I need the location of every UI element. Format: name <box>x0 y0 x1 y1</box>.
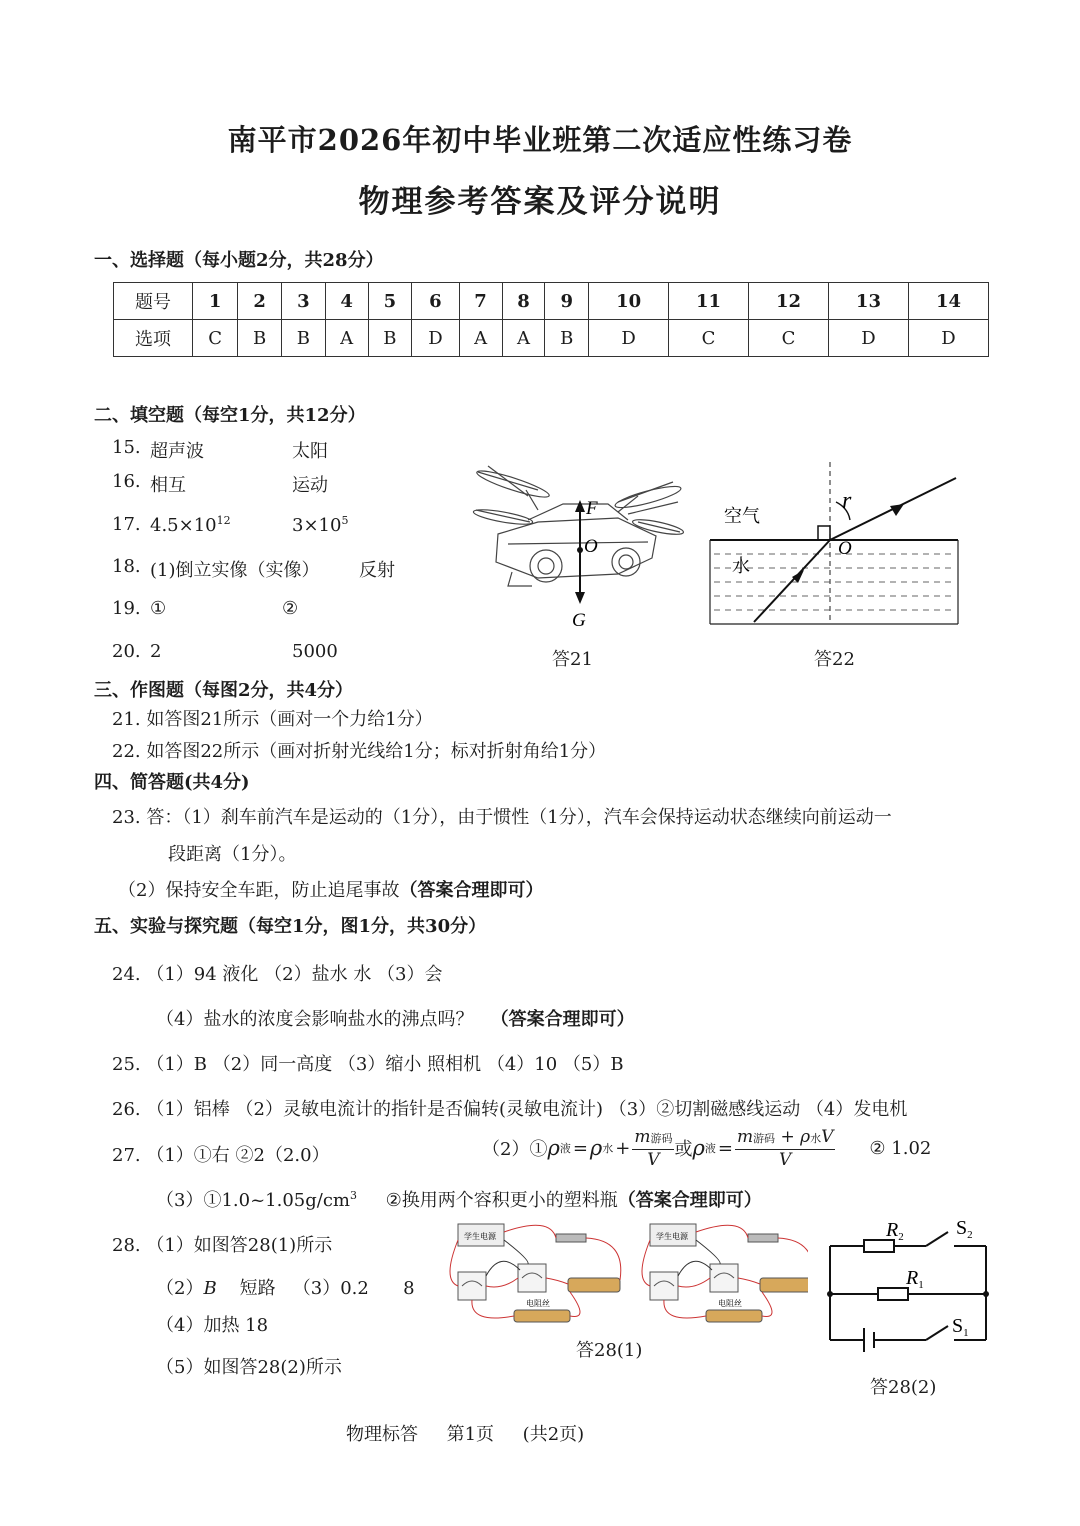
answer-cell: A <box>325 320 368 357</box>
q18-answer-a: (1)倒立实像（实像） <box>150 560 320 581</box>
question-number-cell: 9 <box>545 283 589 320</box>
q24-line-2: （4）盐水的浓度会影响盐水的沸点吗？ （答案合理即可） <box>156 1009 635 1030</box>
answer-cell: B <box>545 320 589 357</box>
section-heading-drawing: 三、作图题（每图2分，共4分） <box>94 680 354 701</box>
q27-note: （答案合理即可） <box>617 1190 762 1211</box>
section-heading-experiment: 五、实验与探究题（每空1分，图1分，共30分） <box>94 916 487 937</box>
question-number-cell: 6 <box>412 283 459 320</box>
answer-cell: B <box>238 320 282 357</box>
choice-answer-table <box>113 282 989 357</box>
answer-cell: B <box>282 320 326 357</box>
water-label: 水 <box>732 556 750 577</box>
q18-number: 18. <box>112 556 141 577</box>
q24-note: （答案合理即可） <box>490 1009 635 1030</box>
answer-cell: B <box>368 320 412 357</box>
point-o-label: O <box>584 536 598 557</box>
q24-line-1: 24. （1）94 液化 （2）盐水 水 （3）会 <box>112 964 443 985</box>
q28-line-3: （4）加热 18 <box>156 1315 269 1336</box>
q20-answer-a: 2 <box>150 641 162 662</box>
q23-note: （答案合理即可） <box>399 880 544 901</box>
q27-line-1: 27. （1）①右 ②2（2.0） <box>112 1145 330 1166</box>
section-heading-short: 四、简答题(共4分) <box>94 772 250 793</box>
question-number-cell: 7 <box>459 283 502 320</box>
q16-answer-a: 相互 <box>150 475 186 496</box>
force-g-label: G <box>572 610 586 631</box>
q18-answer-b: 反射 <box>359 560 395 581</box>
q16-answer-b: 运动 <box>292 475 328 496</box>
q19-answer-a: ① <box>150 598 167 619</box>
q17-number: 17. <box>112 514 141 535</box>
figure-28-1-caption: 答28(1) <box>576 1340 643 1361</box>
power-supply-label: 学生电源 <box>464 1232 496 1241</box>
wire-label: 电阻丝 <box>526 1299 550 1308</box>
q23-part-2: （2）保持安全车距，防止追尾事故（答案合理即可） <box>118 880 544 901</box>
answer-cell: D <box>412 320 459 357</box>
q28-line-4: （5）如图答28(2)所示 <box>156 1357 342 1378</box>
question-number-cell: 14 <box>908 283 988 320</box>
q15-answer-b: 太阳 <box>292 441 328 462</box>
question-number-cell: 5 <box>368 283 412 320</box>
question-number-cell: 3 <box>282 283 326 320</box>
question-number-cell: 2 <box>238 283 282 320</box>
q28-line-1: 28. （1）如图答28(1)所示 <box>112 1235 333 1256</box>
figure-28-1-circuits <box>440 1220 808 1332</box>
question-number-cell: 13 <box>828 283 908 320</box>
question-number-cell: 11 <box>669 283 749 320</box>
force-f-label: F <box>586 498 598 519</box>
figure-21-flying-car <box>468 462 684 637</box>
q28-line-2: （2）B 短路 （3）0.2 8 <box>156 1278 415 1299</box>
q16-number: 16. <box>112 471 141 492</box>
resistor-r2-label: $R_2$ <box>886 1219 904 1243</box>
answer-cell: C <box>749 320 829 357</box>
answer-cell: C <box>669 320 749 357</box>
answer-cell: C <box>193 320 238 357</box>
q27-formula: （2）① ρ 液 = ρ 水 + $\frac{\text{m游码}}{V}$ 或 ρ 液 = $\frac{\text{m游码 + ρ水V}}{V}$ ② 1.02 <box>482 1126 932 1170</box>
q27-line-3: $(3)①1.0\sim 1.05g/cm^3$ ②换用两个容积更小的塑料瓶（答案合理即可） <box>156 1189 762 1211</box>
section-heading-fill: 二、填空题（每空1分，共12分） <box>94 405 366 426</box>
q23-line-2: 段距离（1分）。 <box>168 844 297 865</box>
q19-number: 19. <box>112 598 141 619</box>
figure-22-caption: 答22 <box>814 649 855 670</box>
q20-answer-b: 5000 <box>292 641 338 662</box>
point-o-label: O <box>838 538 852 559</box>
question-number-cell: 8 <box>502 283 545 320</box>
question-number-cell: 12 <box>749 283 829 320</box>
q22-text: 22. 如答图22所示（画对折射光线给1分；标对折射角给1分） <box>112 741 607 762</box>
answer-cell: D <box>828 320 908 357</box>
q26-text: 26. （1）铝棒 （2）灵敏电流计的指针是否偏转(灵敏电流计) （3）②切割磁感线运动 （4）发电机 <box>112 1099 908 1120</box>
section-heading-choice: 一、选择题（每小题2分，共28分） <box>94 250 384 271</box>
question-number-cell: 4 <box>325 283 368 320</box>
switch-s1-label: $S_1$ <box>952 1315 969 1339</box>
resistor-r1-label: $R_1$ <box>906 1267 924 1291</box>
q19-answer-b: ② <box>282 598 299 619</box>
q21-text: 21. 如答图21所示（画对一个力给1分） <box>112 709 433 730</box>
question-number-cell: 10 <box>589 283 669 320</box>
answer-cell: A <box>459 320 502 357</box>
angle-r-label: r <box>842 488 852 514</box>
figure-22-refraction <box>706 458 964 628</box>
q17-answer-a: $4.5\times 10^{12}$ <box>150 514 231 536</box>
q15-number: 15. <box>112 437 141 458</box>
answer-cell: D <box>908 320 988 357</box>
q23-line-1: 23. 答：（1）刹车前汽车是运动的（1分），由于惯性（1分），汽车会保持运动状态继续向前运动一 <box>112 807 892 828</box>
question-number-cell: 1 <box>193 283 238 320</box>
air-label: 空气 <box>724 506 760 527</box>
answer-cell: A <box>502 320 545 357</box>
q15-answer-a: 超声波 <box>150 441 204 462</box>
table-row-label: 选项 <box>114 320 193 357</box>
q25-text: 25. （1）B （2）同一高度 （3）缩小 照相机 （4）10 （5）B <box>112 1054 624 1075</box>
switch-s2-label: $S_2$ <box>956 1217 973 1241</box>
page-subtitle: 物理参考答案及评分说明 <box>358 184 722 220</box>
figure-28-2-circuit-diagram <box>822 1210 996 1360</box>
q17-answer-b: $3\times 10^5$ <box>292 514 349 536</box>
table-header-label: 题号 <box>114 283 193 320</box>
page-title: 南平市2026年初中毕业班第二次适应性练习卷 <box>227 123 853 157</box>
page-footer: 物理标答 第1页 (共2页) <box>346 1424 585 1445</box>
figure-21-caption: 答21 <box>552 649 593 670</box>
answer-cell: D <box>589 320 669 357</box>
q20-number: 20. <box>112 641 141 662</box>
figure-28-2-caption: 答28(2) <box>870 1377 937 1398</box>
